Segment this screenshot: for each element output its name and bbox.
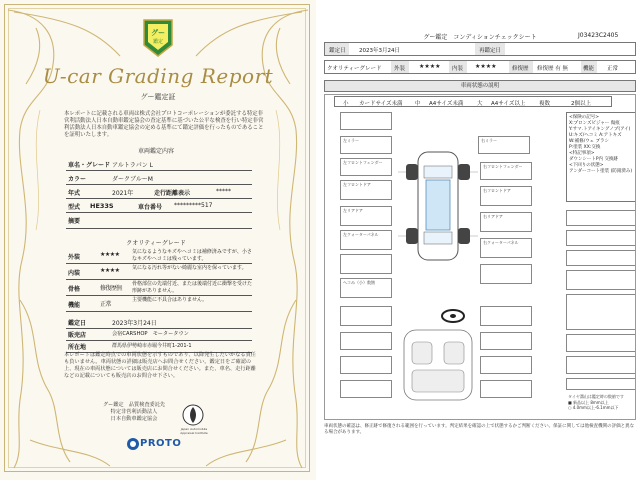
right-panel-box-1	[566, 210, 636, 226]
damage-box-right-5: 右クォーターパネル	[480, 238, 532, 258]
appraisal-date-value: 2023年3月24日	[112, 320, 157, 327]
quality-stars: 修復歴無	[100, 285, 123, 292]
car-interior-diagram	[398, 328, 478, 402]
vehicle-mileage-label: 走行距離表示	[154, 190, 191, 197]
svg-text:鑑定: 鑑定	[152, 39, 164, 45]
tire-note: タイヤ溝山は鑑定時の数値です ■ 新品以上 8mm以上 ○ 4.0mm以上-6.1mm以下	[568, 394, 624, 410]
quality-label: 骨格	[68, 286, 81, 293]
func-label: 機能	[583, 66, 595, 72]
right-panel-box-7	[566, 356, 636, 374]
damage-box-left-2: 左ミラー	[340, 136, 392, 154]
report-intro-text: 本レポートに記載される車両は株式会社プロトコーポレーションが委託する特定非営利活動法人日本自動車鑑定協会の査定基準に基づいた公平な検査を行い特定非営利活動法人日本自動車鑑定協会の定める基準にて鑑定評価を行ったものであることを証明いたします。	[64, 111, 264, 138]
svg-text:グー: グー	[151, 29, 165, 37]
damage-box-left-6: 左クォーターパネル	[340, 230, 392, 250]
vehicle-color-value: ダークブルーM	[112, 176, 153, 183]
size-label: 小	[343, 101, 349, 107]
right-panel-box-2	[566, 230, 636, 246]
vehicle-chassis-value: *********517	[174, 202, 213, 209]
reinspect-label: 再鑑定日	[479, 48, 502, 54]
vehicle-notes-label: 摘要	[68, 218, 81, 225]
steering-wheel-icon	[440, 308, 466, 324]
quality-row-exterior	[66, 247, 252, 264]
vehicle-year-row	[66, 184, 252, 199]
damage-box-right-1: 右ミラー	[478, 136, 530, 154]
quality-desc: 骨格部位の先端付近、または後端付近に衝撃を受けた形跡がありません。	[132, 281, 253, 294]
ext-value: ★★★★	[419, 63, 441, 70]
legend-line: ダウンシートP内 交換跡	[569, 157, 619, 162]
legend-line: <保険の記号>	[569, 115, 600, 120]
damage-box-left-5: 左リアドア	[340, 206, 392, 226]
shop-label: 販売店	[68, 332, 87, 339]
quality-row-frame	[66, 279, 252, 296]
size-label: 複数	[539, 101, 551, 107]
size-value: 2個以上	[571, 101, 591, 107]
interior-box-7	[340, 380, 392, 398]
address-label: 所在地	[68, 344, 87, 351]
int-label: 内装	[452, 66, 464, 72]
size-label: 大	[477, 101, 483, 107]
vehicle-section-title: 車両鑑定内容	[137, 148, 174, 155]
condition-check-sheet	[320, 0, 640, 480]
vehicle-color-row	[66, 170, 252, 185]
quality-desc: 主要機能に不具合はありません。	[132, 297, 208, 303]
date-label: 鑑定日	[329, 48, 346, 54]
vehicle-name-row	[66, 156, 252, 171]
right-panel-box-5	[566, 294, 636, 330]
damage-box-left-4: 左フロントドア	[340, 180, 392, 200]
damage-box-left-1	[340, 112, 392, 130]
damage-box-right-6	[480, 264, 532, 284]
vehicle-color-label: カラー	[68, 176, 87, 183]
quality-row-interior	[66, 263, 252, 280]
damage-box-right-3: 右フロントドア	[480, 186, 532, 206]
goo-appraisal-badge-icon	[141, 18, 175, 58]
vehicle-mileage-value: *****	[216, 188, 231, 195]
address-row	[66, 338, 252, 353]
appraisal-date-label: 鑑定日	[68, 320, 87, 327]
damage-box-right-4: 右リアドア	[480, 212, 532, 232]
quality-stars: ★★★★	[100, 251, 120, 258]
size-value: A4サイズ未満	[429, 101, 464, 107]
size-legend-row	[334, 96, 612, 107]
size-value: A4サイズ以上	[491, 101, 526, 107]
quality-desc: 気になる汚れ等がない綺麗な室内を保っています。	[132, 265, 247, 271]
issuer-text: グー鑑定 品質検査委託先 特定非営利活動法人 日本自動車鑑定協会	[102, 402, 166, 422]
report-footnote: 本レポートは鑑定時点での車両状態を示すものであり、以降発生したいかなる責任も負いません。車両状態の詳細は販売店へお問合せください。鑑定日をご確認の上、現在の車両状態については販売店にお問合せください。また、車名、走行距離などの記載についても販売店のお問合せ下さい。	[64, 352, 256, 379]
repair-label: 修復歴	[512, 66, 529, 72]
ext-label: 外装	[394, 66, 406, 72]
quality-stars: 正常	[100, 301, 112, 308]
interior-box-2	[480, 306, 532, 326]
vehicle-model-row	[66, 198, 252, 213]
vehicle-model-value: HE33S	[90, 202, 114, 210]
interior-box-5	[340, 356, 392, 374]
jaai-logo-icon	[182, 404, 204, 426]
quality-label: 機能	[68, 302, 81, 309]
legend-line: Y:サマ.トアイキングノプ(アイ)	[569, 127, 631, 132]
legend-line: W:補修/ウェ ブラシ	[569, 139, 609, 144]
quality-desc: 気になるようなキズやヘコミは補修済みですが、小さなキズやヘコミは残っています。	[132, 249, 252, 262]
func-value: 正常	[607, 66, 619, 72]
size-label: 中	[415, 101, 421, 107]
repair-value: 修復歴 有 無	[537, 66, 568, 72]
address-value: 群馬県伊勢崎市赤堀今井町1-201-1	[112, 343, 192, 349]
proto-logo-text: PROTO	[140, 438, 182, 449]
sheet-title: グー鑑定 コンディションチェックシート	[423, 34, 537, 41]
legend-line: <下回りの状態>	[569, 163, 604, 168]
quality-label: 内装	[68, 270, 81, 277]
quality-section-title: クオリティーグレード	[126, 240, 186, 247]
legend-line: U:キズ/ヘコミ A:アトキズ	[569, 133, 622, 138]
vehicle-name-label: 車名・グレード	[68, 162, 111, 169]
legend-line: X:プロンズビジャー 傷痕	[569, 121, 620, 126]
car-top-view-diagram	[398, 142, 478, 272]
quality-label: 外装	[68, 254, 81, 261]
quality-row	[324, 60, 636, 74]
interior-box-3	[340, 332, 392, 350]
legend-line: <特記事項>	[569, 151, 595, 156]
jaai-caption: Japan Automobile Appraisal Institute	[180, 427, 208, 435]
interior-box-8	[480, 380, 532, 398]
interior-box-1	[340, 306, 392, 326]
vehicle-name-value: アルトラパン L	[112, 162, 154, 169]
sheet-bottom-note: 車両状態の確認は、修正跡で修復される範囲を行っています。判定結果を確認の上で状態するかご判断ください。保証に関しては他検査機関の評価と異なる場合があります。	[324, 424, 635, 435]
date-value: 2023年3月24日	[359, 48, 400, 54]
right-panel-box-8	[566, 378, 636, 390]
legend-line: アンダーコート塗装 (防錆済み)	[569, 169, 633, 174]
damage-box-left-8: ヘコみ（小）数箇	[340, 278, 392, 298]
right-panel-box-4	[566, 270, 636, 290]
report-subtitle: グー鑑定証	[140, 93, 176, 101]
vehicle-year-value: 2021年	[112, 190, 134, 197]
right-panel-box-6	[566, 334, 636, 352]
quality-row-function	[66, 295, 252, 312]
shop-value: 会宿CARSHOP モータータウン	[112, 331, 189, 337]
legend-line: P:塗装 XX:交換	[569, 145, 601, 150]
damage-box-left-3: 左フロントフェンダー	[340, 158, 392, 176]
sheet-code: J03423C2405	[578, 32, 619, 39]
vehicle-chassis-label: 車台番号	[138, 204, 163, 211]
date-row	[324, 42, 636, 56]
vehicle-model-label: 型式	[68, 204, 81, 211]
proto-logo-icon	[126, 437, 140, 451]
damage-box-left-7	[340, 254, 392, 274]
vehicle-notes-row	[66, 212, 252, 229]
interior-box-6	[480, 356, 532, 374]
grading-report	[0, 0, 316, 480]
report-title: U-car Grading Report	[42, 64, 274, 88]
size-value: カードサイズ未満	[359, 101, 403, 107]
quality-grade-label: クオリティーグレード	[327, 66, 382, 72]
int-value: ★★★★	[475, 63, 497, 70]
interior-box-4	[480, 332, 532, 350]
explain-title: 車両状態の説明	[324, 80, 636, 92]
legend-box	[566, 112, 636, 202]
damage-box-right-2: 右フロントフェンダー	[480, 162, 532, 180]
vehicle-year-label: 年式	[68, 190, 81, 197]
quality-stars: ★★★★	[100, 267, 120, 274]
right-panel-box-3	[566, 250, 636, 266]
